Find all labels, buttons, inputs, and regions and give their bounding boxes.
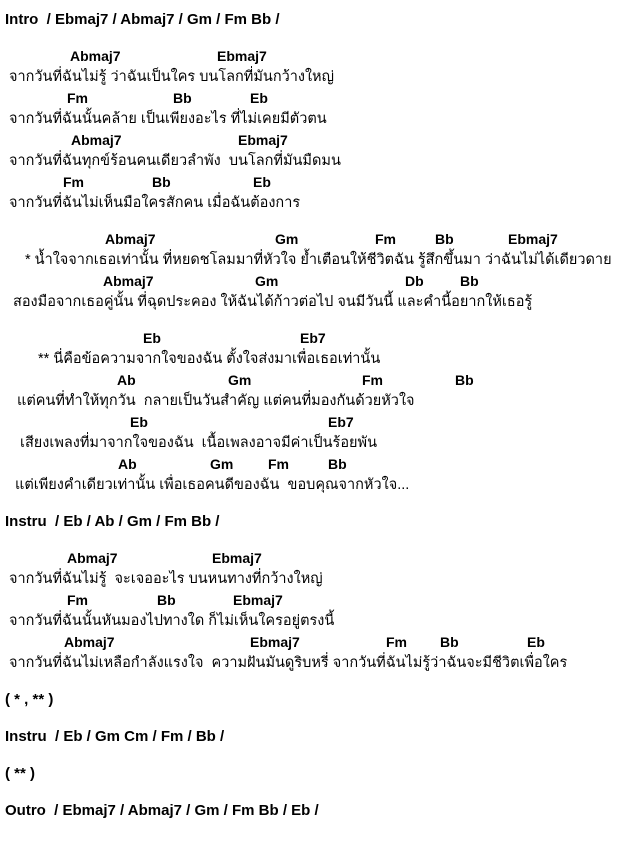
chord-row xyxy=(5,548,620,569)
chord-eb: Eb xyxy=(250,90,268,106)
chord-fm: Fm xyxy=(67,592,88,608)
chord-row xyxy=(5,632,620,653)
lyric-line: แต่เพียงคำเดียวเท่านั้น เพื่อเธอคนดีของฉัน ขอบคุณจากหัวใจ... xyxy=(15,477,410,493)
chord-eb: Eb xyxy=(143,330,161,346)
chord-ab: Ab xyxy=(118,456,137,472)
lyric-line: จากวันที่ฉันนั้นคล้าย เป็นเพียงอะไร ที่ไม่เคยมีตัวตน xyxy=(9,111,327,127)
lyric-line: จากวันที่ฉันไม่รู้ จะเจออะไร บนหนทางที่กว้างใหญ่ xyxy=(9,571,323,587)
lyric-line: ** นี่คือข้อความจากใจของฉัน ตั้งใจส่งมาเพื่อเธอเท่านั้น xyxy=(38,351,381,367)
chord-ebmaj7: Ebmaj7 xyxy=(508,231,558,247)
chord-bb: Bb xyxy=(173,90,192,106)
chord-gm: Gm xyxy=(255,273,279,289)
section-heading-intro: Intro / Ebmaj7 / Abmaj7 / Gm / Fm Bb / xyxy=(5,11,280,28)
section-heading-repeat-1: ( * , ** ) xyxy=(5,691,54,708)
chord-eb: Eb xyxy=(253,174,271,190)
chord-fm: Fm xyxy=(375,231,396,247)
chord-abmaj7: Abmaj7 xyxy=(64,634,115,650)
lyric-line: เสียงเพลงที่มาจากใจของฉัน เนื้อเพลงอาจมีค่าเป็นร้อยพัน xyxy=(20,435,377,451)
chord-row xyxy=(5,370,620,391)
lyric-line: สองมือจากเธอคู่นั้น ที่ฉุดประคอง ให้ฉันได้ก้าวต่อไป จนมีวันนี้ และคำนี้อยากให้เธอรู้ xyxy=(13,294,533,310)
chord-ebmaj7: Ebmaj7 xyxy=(250,634,300,650)
chord-eb: Eb xyxy=(527,634,545,650)
chord-row xyxy=(5,590,620,611)
chord-gm: Gm xyxy=(228,372,252,388)
section-chorus xyxy=(5,229,620,313)
chord-bb: Bb xyxy=(455,372,474,388)
chord-ebmaj7: Ebmaj7 xyxy=(233,592,283,608)
chord-ebmaj7: Ebmaj7 xyxy=(212,550,262,566)
chord-row xyxy=(5,412,620,433)
section-heading-outro: Outro / Ebmaj7 / Abmaj7 / Gm / Fm Bb / Eb / xyxy=(5,802,319,819)
chord-bb: Bb xyxy=(440,634,459,650)
chord-fm: Fm xyxy=(362,372,383,388)
chord-eb7: Eb7 xyxy=(300,330,326,346)
chord-fm: Fm xyxy=(386,634,407,650)
section-verse-2 xyxy=(5,548,620,674)
chord-bb: Bb xyxy=(328,456,347,472)
chord-bb: Bb xyxy=(157,592,176,608)
lyric-line: จากวันที่ฉันไม่รู้ ว่าฉันเป็นใคร บนโลกที่มันกว้างใหญ่ xyxy=(9,69,334,85)
chord-abmaj7: Abmaj7 xyxy=(103,273,154,289)
section-bridge xyxy=(5,328,620,496)
chord-row xyxy=(5,229,620,250)
chord-eb: Eb xyxy=(130,414,148,430)
lyric-line: จากวันที่ฉันทุกข์ร้อนคนเดียวลำพัง บนโลกที่มันมืดมน xyxy=(9,153,341,169)
chord-ab: Ab xyxy=(117,372,136,388)
chord-bb: Bb xyxy=(460,273,479,289)
chord-row xyxy=(5,88,620,109)
chord-fm: Fm xyxy=(63,174,84,190)
chord-eb7: Eb7 xyxy=(328,414,354,430)
chord-bb: Bb xyxy=(435,231,454,247)
chord-row xyxy=(5,130,620,151)
section-heading-instru-2: Instru / Eb / Gm Cm / Fm / Bb / xyxy=(5,728,225,745)
chord-row xyxy=(5,454,620,475)
chord-abmaj7: Abmaj7 xyxy=(71,132,122,148)
chord-ebmaj7: Ebmaj7 xyxy=(217,48,267,64)
chord-db: Db xyxy=(405,273,424,289)
lyric-line: จากวันที่ฉันไม่เห็นมือใครสักคน เมื่อฉันต้องการ xyxy=(9,195,301,211)
chord-bb: Bb xyxy=(152,174,171,190)
section-verse-1 xyxy=(5,46,620,214)
chord-gm: Gm xyxy=(275,231,299,247)
chord-abmaj7: Abmaj7 xyxy=(70,48,121,64)
chord-row xyxy=(5,172,620,193)
chord-fm: Fm xyxy=(67,90,88,106)
chord-abmaj7: Abmaj7 xyxy=(105,231,156,247)
chord-row xyxy=(5,46,620,67)
chord-fm: Fm xyxy=(268,456,289,472)
lyric-line: จากวันที่ฉันไม่เหลือกำลังแรงใจ ความฝันมันดูริบหรี่ จากวันที่ฉันไม่รู้ว่าฉันจะมีชีวิตเพื่อใคร xyxy=(9,655,568,671)
chord-row xyxy=(5,328,620,349)
chord-ebmaj7: Ebmaj7 xyxy=(238,132,288,148)
lyric-line: * น้ำใจจากเธอเท่านั้น ที่หยดชโลมมาที่หัวใจ ย้ำเตือนให้ชีวิตฉัน รู้สึกขึ้นมา ว่าฉันไม่ได้เดียวดาย xyxy=(25,252,612,268)
chord-abmaj7: Abmaj7 xyxy=(67,550,118,566)
lyric-line: จากวันที่ฉันนั้นหันมองไปทางใด ก็ไม่เห็นใครอยู่ตรงนี้ xyxy=(9,613,335,629)
chord-row xyxy=(5,271,620,292)
section-heading-instru-1: Instru / Eb / Ab / Gm / Fm Bb / xyxy=(5,513,220,530)
section-heading-repeat-2: ( ** ) xyxy=(5,765,35,782)
chord-gm: Gm xyxy=(210,456,234,472)
lyric-line: แต่คนที่ทำให้ทุกวัน กลายเป็นวันสำคัญ แต่คนที่มองกันด้วยหัวใจ xyxy=(17,393,415,409)
